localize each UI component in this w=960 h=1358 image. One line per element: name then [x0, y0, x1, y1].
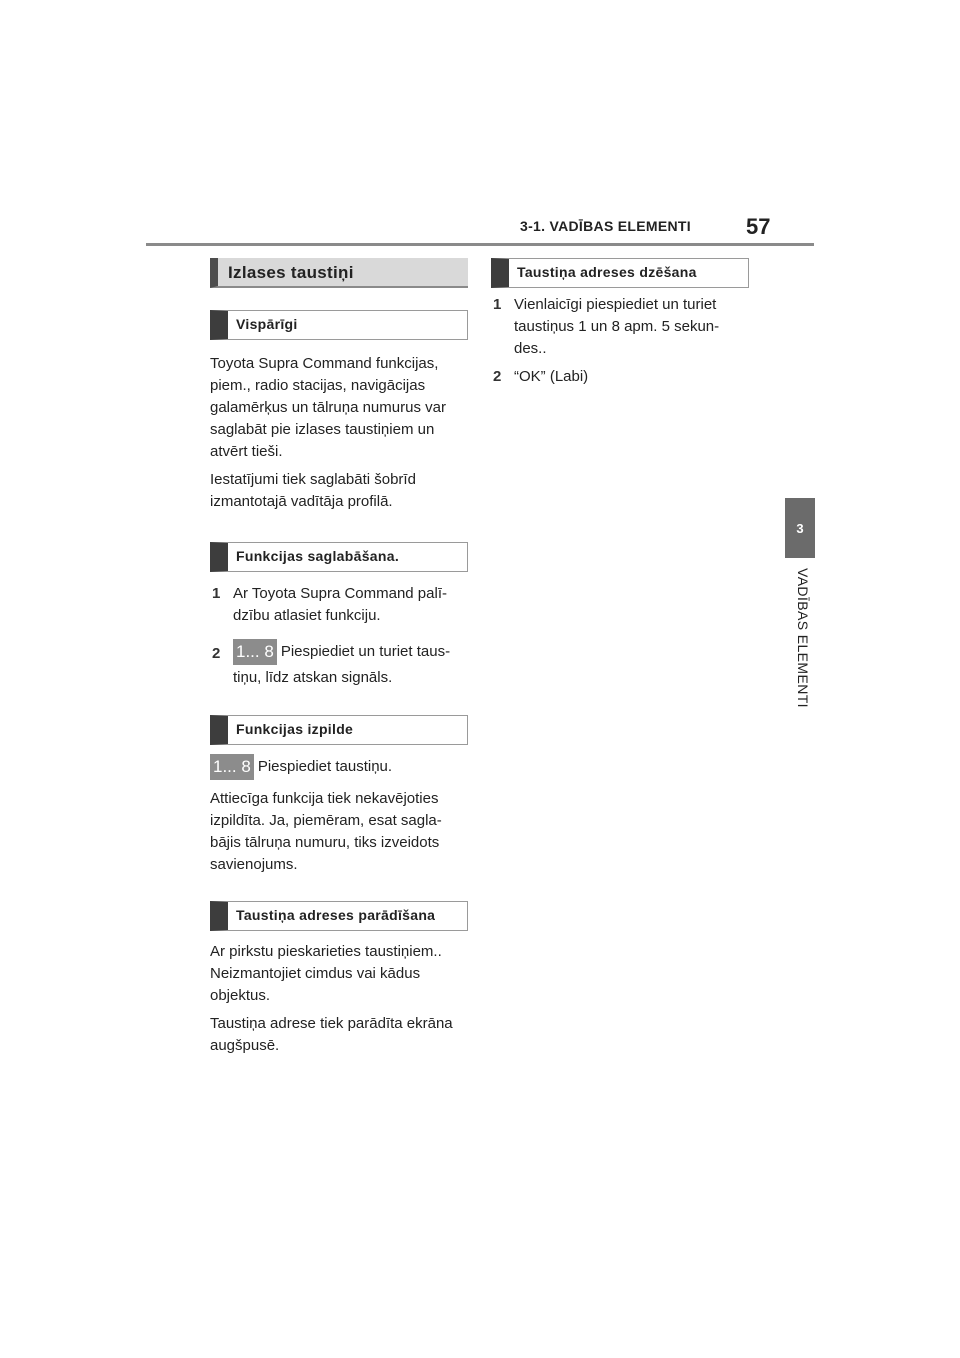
subheading-saving: Funkcijas saglabāšana.: [210, 542, 468, 572]
favorite-key-badge: 1... 8: [210, 754, 254, 780]
left-column: [210, 258, 468, 1057]
delete-step-1: [491, 294, 749, 360]
subheading-general: Vispārīgi: [210, 310, 468, 340]
subheading-delete: Taustiņa adreses dzēšana: [491, 258, 749, 288]
header-rule: [146, 243, 814, 246]
running-header: 3-1. VADĪBAS ELEMENTI: [520, 218, 691, 234]
step-text: “OK” (Labi): [514, 368, 589, 385]
favorite-key-badge: 1... 8: [233, 639, 277, 665]
step-number: 2: [212, 645, 221, 662]
step-text: Piespiediet un turiet taus-tiņu, līdz atskan signāls.: [233, 643, 451, 687]
execute-paragraph: Attiecīga funkcija tiek nekavējoties izpildīta. Ja, piemēram, esat sagla-bājis tālruņa numuru, tiks izveidots savienojums.: [210, 790, 442, 874]
step-text: Ar Toyota Supra Command palī-dzību atlasiet funkciju.: [233, 585, 447, 624]
chapter-tab: 3: [785, 498, 815, 558]
page-number: 57: [746, 214, 771, 239]
execute-instruction: [210, 754, 468, 780]
saving-step-1: [210, 583, 468, 627]
step-number: 1: [493, 296, 502, 313]
saving-step-2: [210, 639, 468, 691]
step-text: Vienlaicīgi piespiediet un turiet taustiņus 1 un 8 apm. 5 sekun-des..: [514, 296, 720, 357]
section-heading: Izlases taustiņi: [210, 258, 468, 288]
delete-step-2: [491, 366, 749, 388]
display-paragraph-1: Ar pirkstu pieskarieties taustiņiem.. Neizmantojiet cimdus vai kādus objektus.: [210, 943, 442, 1005]
right-column: [491, 258, 749, 388]
general-paragraph-1: Toyota Supra Command funkcijas, piem., radio stacijas, navigācijas galamērķus un tālruņa numurus var saglabāt pie izlases taustiņiem un atvērt tieši.: [210, 355, 446, 460]
step-number: 2: [493, 368, 502, 385]
execute-instruction-text: Piespiediet taustiņu.: [257, 758, 393, 776]
step-number: 1: [212, 585, 221, 602]
display-paragraph-2: Taustiņa adrese tiek parādīta ekrāna augšpusē.: [210, 1015, 453, 1055]
general-paragraph-2: Iestatījumi tiek saglabāti šobrīd izmantotajā vadītāja profilā.: [210, 471, 416, 510]
subheading-execute: Funkcijas izpilde: [210, 715, 468, 745]
subheading-display: Taustiņa adreses parādīšana: [210, 901, 468, 931]
chapter-tab-label: VADĪBAS ELEMENTI: [795, 568, 811, 708]
